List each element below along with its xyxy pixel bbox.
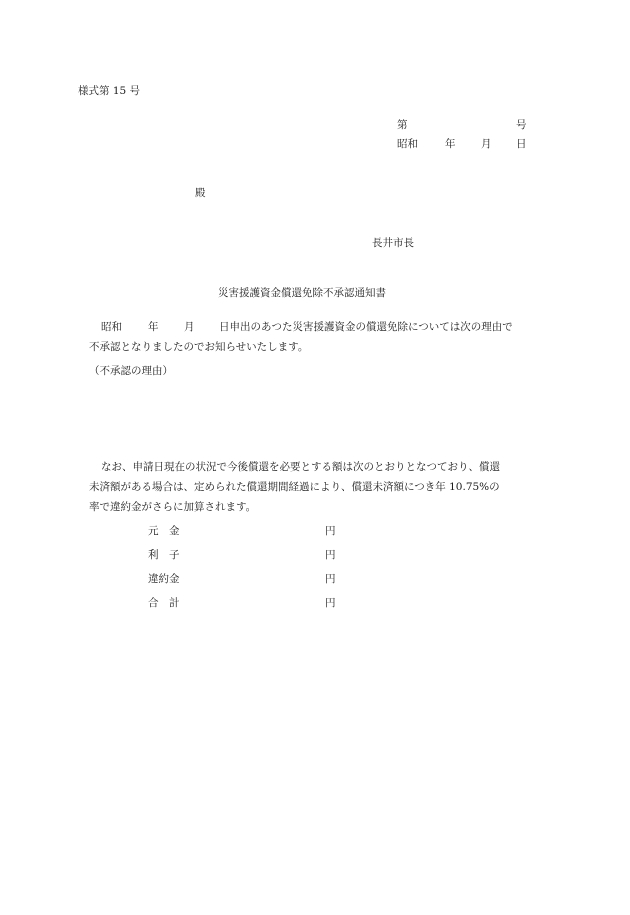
doc-number-prefix: 第: [397, 119, 408, 131]
amount-unit-interest: 円: [325, 549, 336, 561]
amount-unit-penalty: 円: [325, 573, 336, 585]
page-title: 災害援護資金償還免除不承認通知書: [218, 287, 386, 299]
reason-label: （不承認の理由）: [89, 365, 173, 377]
notice-line3: 率で違約金がさらに加算されます。: [89, 501, 257, 513]
doc-number-suffix: 号: [516, 119, 527, 131]
notice-line1: なお、申請日現在の状況で今後償還を必要とする額は次のとおりとなつており、償還: [101, 461, 500, 473]
recipient-suffix: 殿: [195, 187, 206, 199]
intro-month: 月: [184, 321, 195, 333]
intro-text-line1: 日申出のあつた災害援護資金の償還免除については次の理由で: [219, 321, 513, 333]
amount-unit-total: 円: [325, 597, 336, 609]
intro-text-line2: 不承認となりましたのでお知らせいたします。: [89, 341, 309, 353]
intro-era: 昭和: [101, 321, 122, 333]
amount-label-penalty: 違約金: [148, 573, 180, 585]
notice-line2: 未済額がある場合は、定められた償還期間経過により、償還未済額につき年 10.75%の: [89, 481, 500, 493]
amount-label-principal: 元 金: [148, 525, 180, 537]
date-era: 昭和: [397, 138, 418, 150]
date-month: 月: [481, 138, 492, 150]
date-year: 年: [445, 138, 456, 150]
form-number: 様式第 15 号: [78, 85, 141, 97]
amount-label-interest: 利 子: [148, 549, 180, 561]
date-day: 日: [516, 138, 527, 150]
amount-label-total: 合 計: [148, 597, 180, 609]
amount-unit-principal: 円: [325, 525, 336, 537]
issuer: 長井市長: [372, 237, 414, 249]
intro-year: 年: [148, 321, 159, 333]
